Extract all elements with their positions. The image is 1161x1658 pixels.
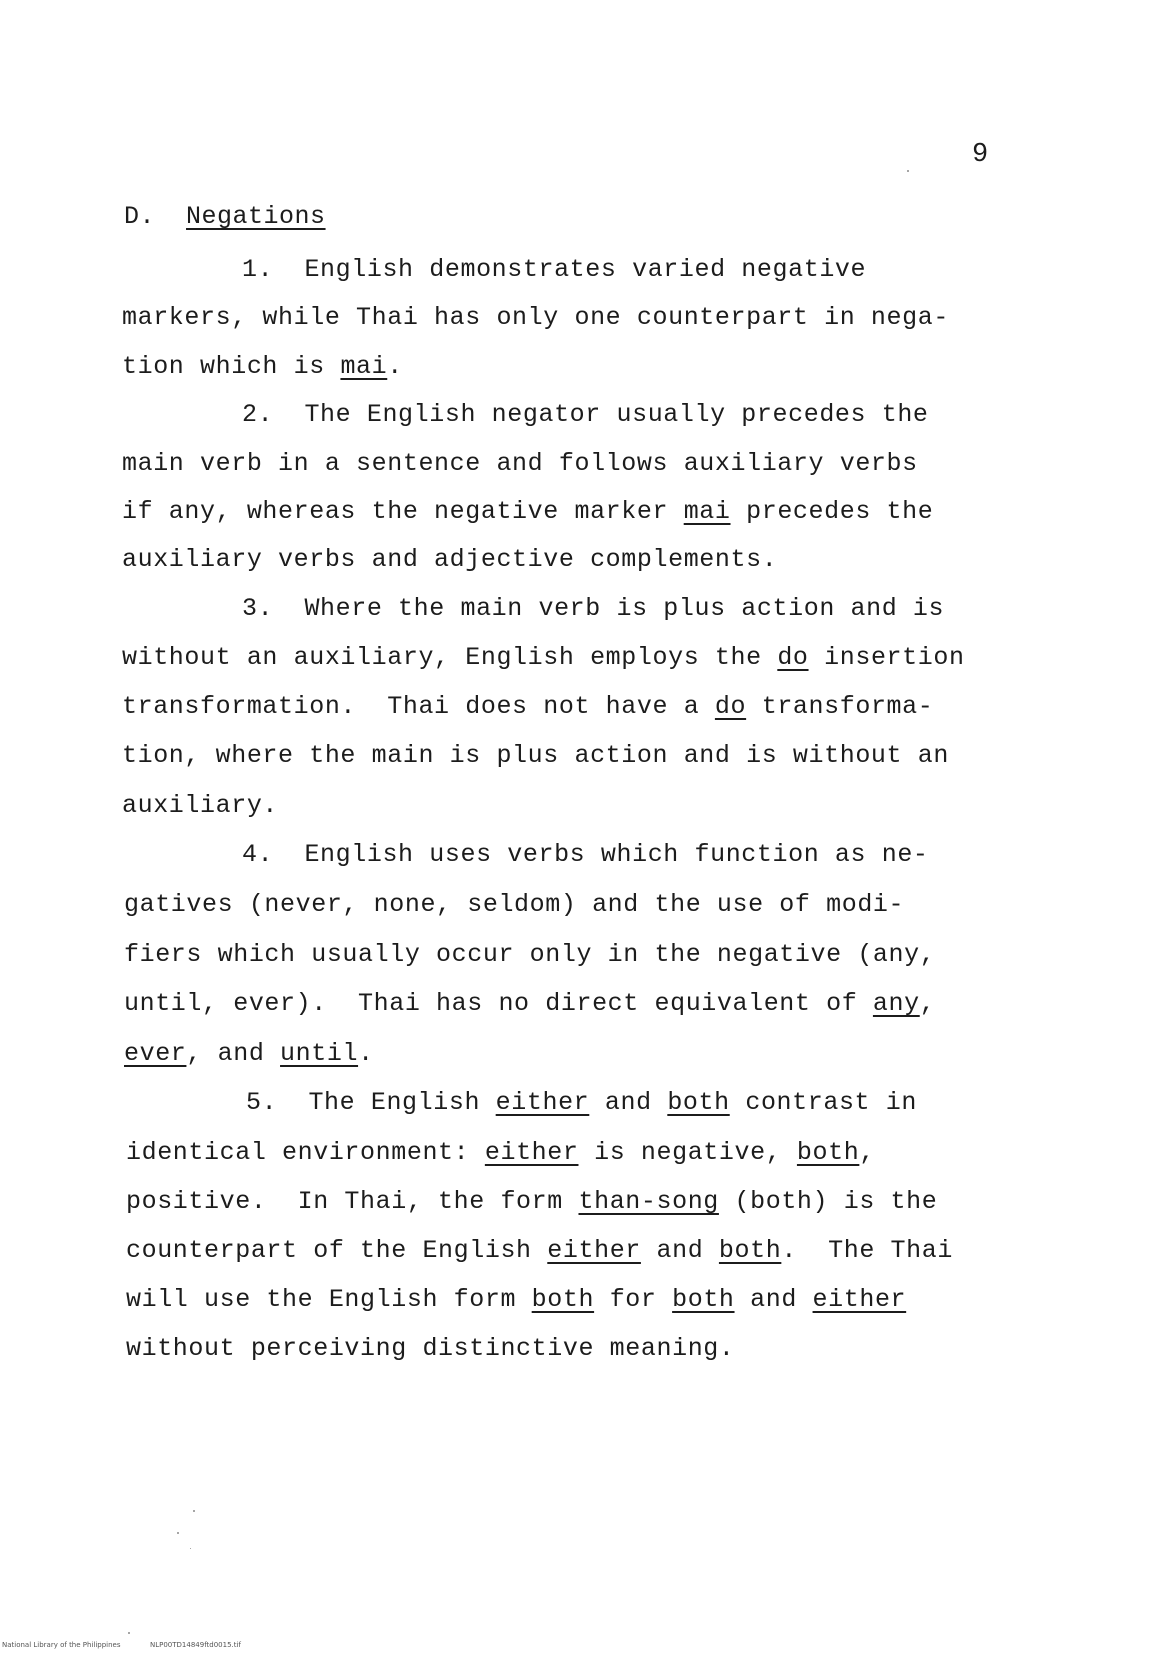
paragraph-4-line-2: gatives (never, none, seldom) and the use of modi- [124, 890, 905, 919]
text-run: insertion [808, 643, 965, 672]
text-run: and [734, 1285, 813, 1314]
paragraph-3-line-5: auxiliary. [122, 791, 279, 820]
text-run: without an auxiliary, English employs the [122, 643, 778, 672]
paragraph-2-line-4: auxiliary verbs and adjective complements. [122, 545, 778, 574]
underlined-term: both [667, 1088, 730, 1117]
paragraph-5-number: 5. [246, 1088, 278, 1117]
text-run: and [589, 1088, 668, 1117]
text-run: until, ever). Thai has no direct equivalent of [124, 989, 873, 1018]
paragraph-3-line-4: tion, where the main is plus action and is without an [122, 741, 949, 770]
paragraph-2-text: The English negator usually precedes the [304, 400, 929, 429]
scan-speck [193, 1510, 195, 1512]
underlined-term: both [531, 1285, 595, 1314]
text-run: The English [308, 1088, 496, 1117]
underlined-term: mai [340, 352, 388, 381]
paragraph-1-line-2: markers, while Thai has only one counterpart in nega- [122, 303, 949, 332]
scan-speck [907, 170, 909, 172]
section-title: Negations [186, 202, 326, 231]
underlined-term: both [718, 1236, 782, 1265]
paragraph-5-line-6: without perceiving distinctive meaning. [126, 1334, 735, 1363]
text-run: . The Thai [781, 1236, 953, 1265]
underlined-term: than-song [578, 1187, 719, 1216]
text-run: transformation. Thai does not have a [122, 692, 715, 721]
paragraph-2-line-1 [242, 400, 929, 429]
footer-file-name: NLP00TD14849ftd0015.tif [150, 1641, 241, 1649]
footer-library-name: National Library of the Philippines [2, 1641, 121, 1649]
underlined-term: either [547, 1236, 641, 1265]
underlined-term: any [872, 989, 920, 1018]
text-run: contrast in [729, 1088, 917, 1117]
paragraph-4-line-4 [124, 989, 935, 1018]
underlined-term: until [280, 1039, 359, 1068]
underlined-term: do [777, 643, 809, 672]
text-run: transforma- [746, 692, 934, 721]
text-run: , and [186, 1039, 281, 1068]
text-run: positive. In Thai, the form [126, 1187, 579, 1216]
paragraph-2-number: 2. [242, 400, 274, 429]
text-run: is negative, [578, 1138, 797, 1167]
section-heading [124, 202, 326, 231]
paragraph-2-line-3 [122, 497, 933, 526]
text-run: , [919, 989, 936, 1018]
paragraph-3-line-2 [122, 643, 965, 672]
paragraph-1-number: 1. [242, 255, 274, 284]
paragraph-5-line-1 [246, 1088, 917, 1117]
paragraph-4-line-5 [124, 1039, 374, 1068]
underlined-term: either [812, 1285, 907, 1314]
scan-speck [128, 1632, 130, 1634]
text-run: , [859, 1138, 875, 1167]
paragraph-4-number: 4. [242, 840, 274, 869]
text-run: precedes the [730, 497, 934, 526]
paragraph-5-line-5 [126, 1285, 906, 1314]
text-run: . [387, 352, 403, 381]
paragraph-4-line-3: fiers which usually occur only in the negative (any, [124, 940, 936, 969]
paragraph-3-line-1 [242, 594, 944, 623]
underlined-term: either [484, 1138, 579, 1167]
paragraph-5-line-2 [126, 1138, 875, 1167]
paragraph-3-number: 3. [242, 594, 274, 623]
paragraph-4-line-1 [242, 840, 929, 869]
text-run: tion which is [122, 352, 341, 381]
scan-speck [177, 1532, 179, 1534]
text-run: (both) is the [718, 1187, 938, 1216]
underlined-term: both [796, 1138, 860, 1167]
paragraph-1-line-1 [242, 255, 866, 284]
paragraph-3-line-3 [122, 692, 933, 721]
paragraph-5-line-3 [126, 1187, 937, 1216]
text-run: if any, whereas the negative marker [122, 497, 684, 526]
paragraph-4-text: English uses verbs which function as ne- [304, 840, 929, 869]
text-run: . [358, 1039, 374, 1068]
paragraph-1-line-3 [122, 352, 403, 381]
text-run: identical environment: [126, 1138, 485, 1167]
paragraph-3-text: Where the main verb is plus action and is [304, 594, 945, 623]
paragraph-2-line-2: main verb in a sentence and follows auxiliary verbs [122, 449, 918, 478]
paragraph-1-text: English demonstrates varied negative [304, 255, 867, 284]
text-run: will use the English form [126, 1285, 532, 1314]
section-letter: D. [124, 202, 156, 231]
scan-speck [190, 1548, 191, 1549]
underlined-term: mai [683, 497, 731, 526]
paragraph-5-line-4 [126, 1236, 953, 1265]
underlined-term: ever [124, 1039, 187, 1068]
text-run: and [640, 1236, 719, 1265]
text-run: counterpart of the English [126, 1236, 548, 1265]
page-number: 9 [972, 140, 989, 170]
underlined-term: both [672, 1285, 735, 1314]
underlined-term: either [495, 1088, 590, 1117]
underlined-term: do [714, 692, 747, 721]
text-run: for [594, 1285, 673, 1314]
